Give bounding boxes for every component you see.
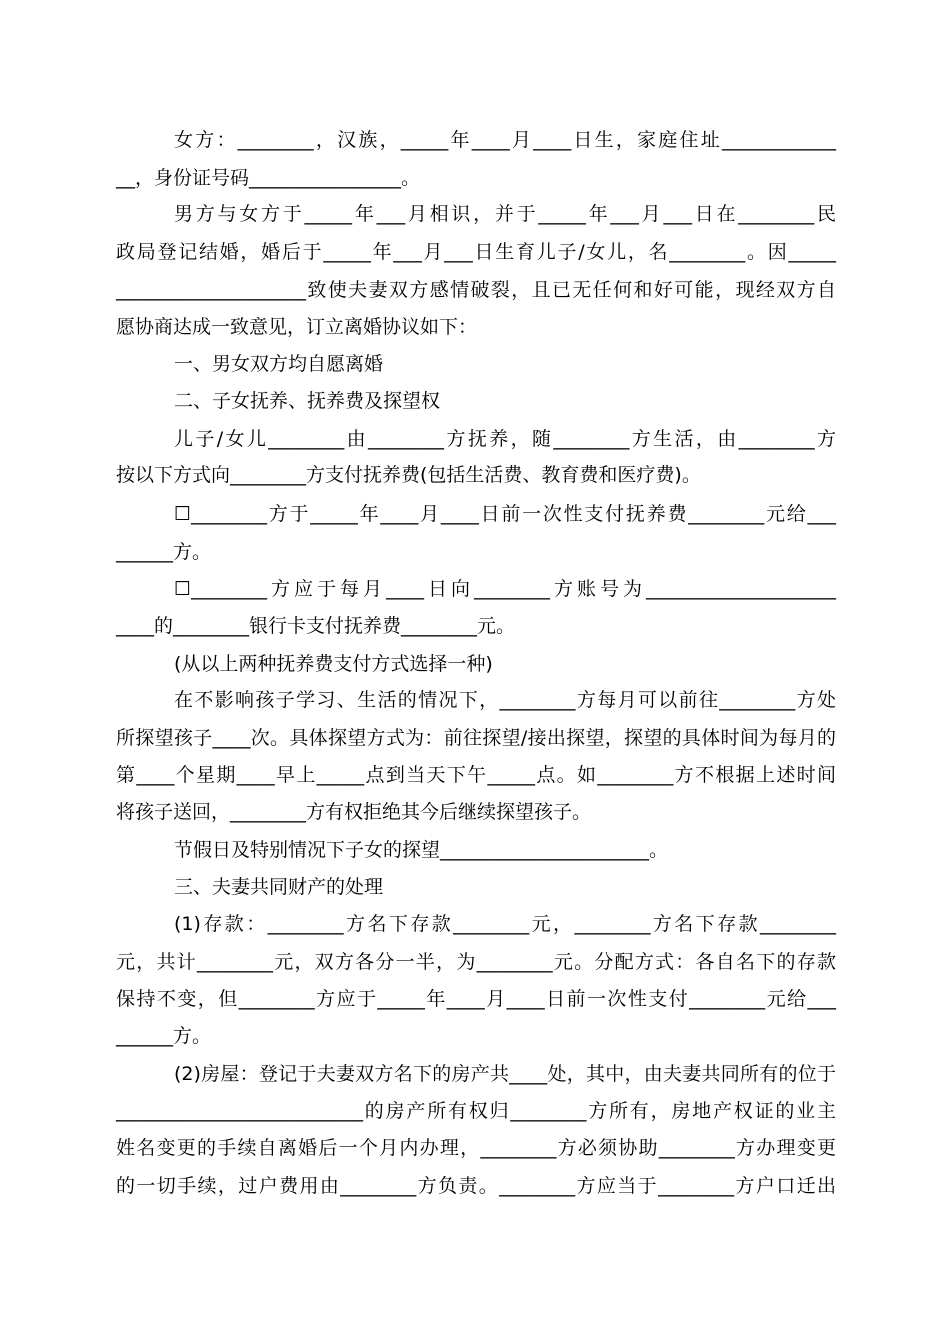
section-heading-1: 一、男女双方均自愿离婚 [174, 353, 384, 375]
para-marriage-history-cont: 政局登记结婚，婚后于_____年___月___日生育儿子/女儿，名________。因_____ [116, 241, 836, 263]
para-housing-cont: __________________________的房产所有权归________方所有，房地产权证的业主 [116, 1100, 836, 1122]
section-heading-3: 三、夫妻共同财产的处理 [174, 876, 384, 898]
para-deposits: (1)存款：________方名下存款________元，________方名下存款________ [174, 913, 836, 935]
para-visitation-cont: 将孩子送回，________方有权拒绝其今后继续探望孩子。 [116, 801, 592, 823]
para-visitation-cont: 所探望孩子____次。具体探望方式为：前往探望/接出探望，探望的具体时间为每月的 [116, 727, 836, 749]
option-lump-sum: ☐________方于_____年____月____日前一次性支付抚养费________元给___ [174, 503, 836, 525]
para-wife-info: 女方：________，汉族，_____年____月____日生，家庭住址____________ [174, 129, 836, 151]
para-custody-cont: 按以下方式向________方支付抚养费(包括生活费、教育费和医疗费)。 [116, 464, 701, 486]
para-marriage-history: 男方与女方于_____年___月相识，并于_____年___月___日在________民 [174, 203, 836, 225]
para-housing-cont: 姓名变更的手续自离婚后一个月内办理，________方必须协助________方办理变更 [116, 1137, 836, 1159]
para-visitation-cont: 第____个星期____早上_____点到当天下午_____点。如________方不根据上述时间 [116, 764, 836, 786]
para-housing-cont: 的一切手续，过户费用由________方负责。________方应当于________方户口迁出 [116, 1175, 836, 1197]
para-housing: (2)房屋：登记于夫妻双方名下的房产共____处，其中，由夫妻共同所有的位于 [174, 1063, 836, 1085]
para-visitation: 在不影响孩子学习、生活的情况下，________方每月可以前往________方处 [174, 689, 836, 711]
section-heading-2: 二、子女抚养、抚养费及探望权 [174, 390, 441, 412]
para-wife-info-cont: __，身份证号码________________。 [116, 167, 421, 189]
para-custody: 儿子/女儿________由________方抚养，随________方生活，由________方 [174, 428, 836, 450]
para-deposits-cont: 元，共计________元，双方各分一半，为________元。分配方式：各自名下的存款 [116, 951, 836, 973]
para-holiday-visit: 节假日及特别情况下子女的探望______________________。 [174, 839, 669, 861]
para-marriage-history-cont: 愿协商达成一致意见，订立离婚协议如下： [116, 316, 478, 338]
option-monthly: ☐________方应于每月____日向________方账号为____________________ [174, 578, 836, 600]
option-note: (从以上两种抚养费支付方式选择一种) [174, 653, 493, 675]
para-deposits-cont: ______方。 [116, 1025, 212, 1047]
option-lump-sum-cont: ______方。 [116, 541, 212, 563]
para-deposits-cont: 保持不变，但________方应于_____年____月____日前一次性支付________元给___ [116, 988, 836, 1010]
option-monthly-cont: ____的________银行卡支付抚养费________元。 [116, 615, 516, 637]
para-marriage-history-cont: ____________________致使夫妻双方感情破裂，且已无任何和好可能，现经双方自 [116, 279, 836, 301]
